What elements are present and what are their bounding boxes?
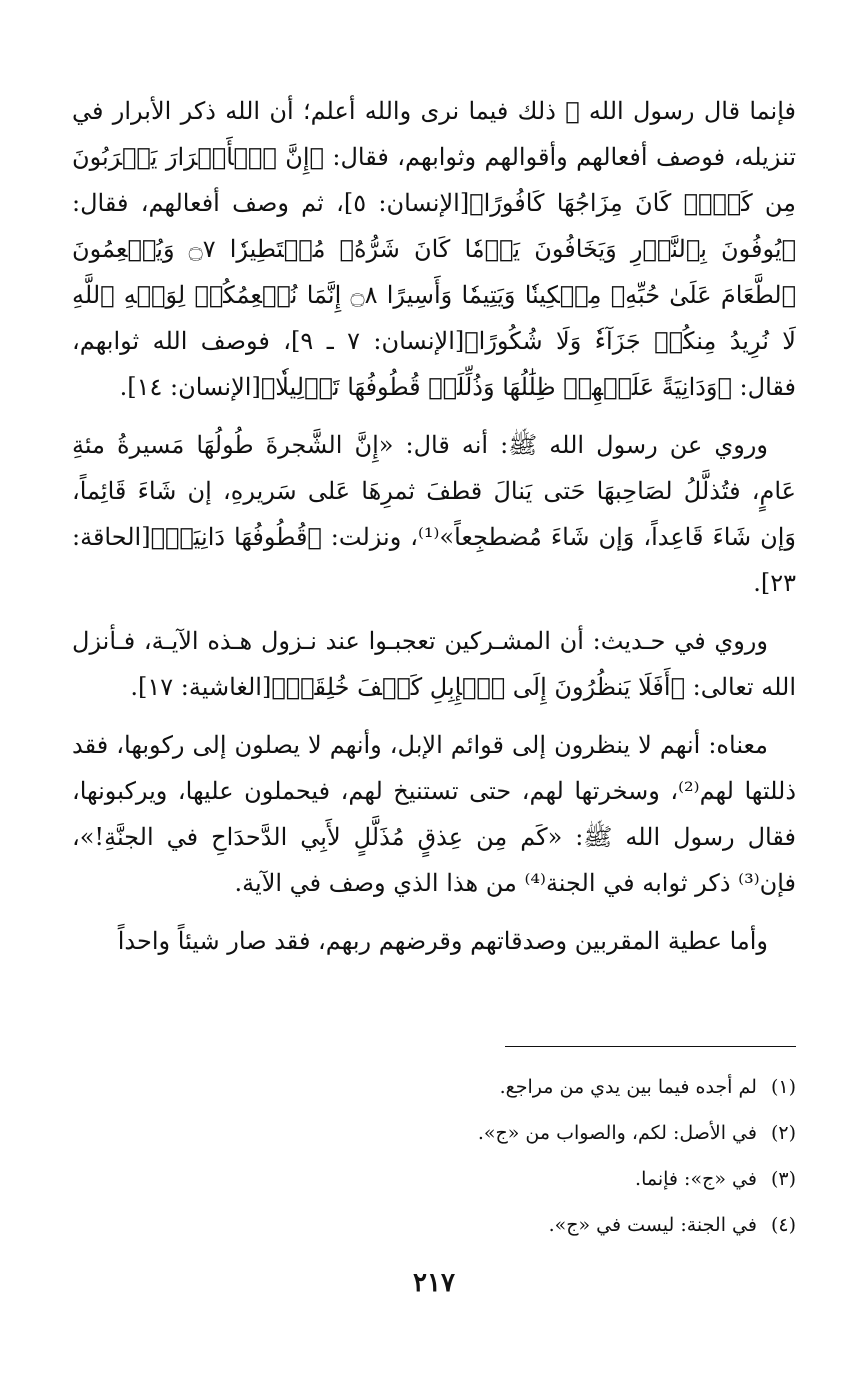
paragraph-tree-hadith: وروي عن رسول الله ﷺ: أنه قال: «إِنَّ الشَّجرةَ طُولُهَا مَسيرةُ مئةِ عَامٍ، فتُذلَّلُ لصَاحِبهَا حَتى يَنالَ قطفَ ثمرِهَا عَلى سَريرهِ، إن شَاءَ قَائِماً، وَإن شَاءَ قَاعِداً، وَإن شَاءَ مُضطجِعاً»⁽¹⁾، ونزلت: ﴿قُطُوفُهَا دَانِيَةٞ﴾[الحاقة: ٢٣].	[72, 431, 796, 597]
footnote-item	[200, 1064, 796, 1110]
paragraph-meaning: معناه: أنهم لا ينظرون إلى قوائم الإبل، وأنهم لا يصلون إلى ركوبها، فقد ذللتها لهم⁽²⁾، وسخرتها لهم، حتى تستنيخ لهم، فيحملون عليها، ويركبونها، فقال رسول الله ﷺ: «كَم مِن عِذقٍ مُذَلَّلٍ لأَبِي الدَّحدَاحِ في الجنَّةِ!»، فإن⁽³⁾ ذكر ثوابه في الجنة⁽⁴⁾ من هذا الذي وصف في الآية.	[72, 731, 797, 897]
footnote-text: لم أجده فيما بين يدي من مراجع.	[499, 1076, 757, 1098]
footnote-number: (٤)	[770, 1214, 796, 1236]
footnote-item	[200, 1156, 796, 1202]
paragraph-muqarrabin: وأما عطية المقربين وصدقاتهم وقرضهم ربهم، فقد صار شيئاً واحداً	[117, 927, 768, 955]
page-number: ٢١٧	[413, 1268, 455, 1298]
footnote-item	[200, 1110, 796, 1156]
footnote-item	[200, 1202, 796, 1248]
footnote-text: في الأصل: لكم، والصواب من «ج».	[477, 1122, 757, 1144]
paragraph-abrar: فإنما قال رسول الله ﷺ ذلك فيما نرى والله أعلم؛ أن الله ذكر الأبرار في تنزيله، فوصف أفعالهم وأقوالهم وثوابهم، فقال: ﴿إِنَّ ٱلۡأَبۡرَارَ يَشۡرَبُونَ مِن كَأۡسٖ كَانَ مِزَاجُهَا كَافُورًا﴾[الإنسان: ٥]، ثم وصف أفعالهم، فقال: ﴿يُوفُونَ بِٱلنَّذۡرِ وَيَخَافُونَ يَوۡمٗا كَانَ شَرُّهُۥ مُسۡتَطِيرٗا ۝٧ وَيُطۡعِمُونَ ٱلطَّعَامَ عَلَىٰ حُبِّهِۦ مِسۡكِينٗا وَيَتِيمٗا وَأَسِيرًا ۝٨ إِنَّمَا نُطۡعِمُكُمۡ لِوَجۡهِ ٱللَّهِ لَا نُرِيدُ مِنكُمۡ جَزَآءٗ وَلَا شُكُورًا﴾[الإنسان: ٧ ـ ٩]، فوصف الله ثوابهم، فقال: ﴿وَدَانِيَةً عَلَيۡهِمۡ ظِلَٰلُهَا وَذُلِّلَتۡ قُطُوفُهَا تَذۡلِيلٗا﴾[الإنسان: ١٤].	[72, 97, 796, 401]
footnote-number: (٢)	[770, 1122, 796, 1144]
main-text	[72, 88, 796, 964]
footnote-number: (١)	[770, 1076, 796, 1098]
paragraph-camel-verse: وروي في حـديث: أن المشـركين تعجبـوا عند نـزول هـذه الآيـة، فـأنزل الله تعالى: ﴿أَفَلَا يَنظُرُونَ إِلَى ٱلۡإِبِلِ كَيۡفَ خُلِقَتۡ﴾[الغاشية: ١٧].	[72, 627, 796, 701]
footnote-text: في الجنة: ليست في «ج».	[548, 1214, 757, 1236]
footnote-number: (٣)	[770, 1168, 796, 1190]
footnote-text: في «ج»: فإنما.	[635, 1168, 757, 1190]
footnotes-list	[200, 1064, 796, 1248]
footnote-divider	[505, 1046, 796, 1047]
